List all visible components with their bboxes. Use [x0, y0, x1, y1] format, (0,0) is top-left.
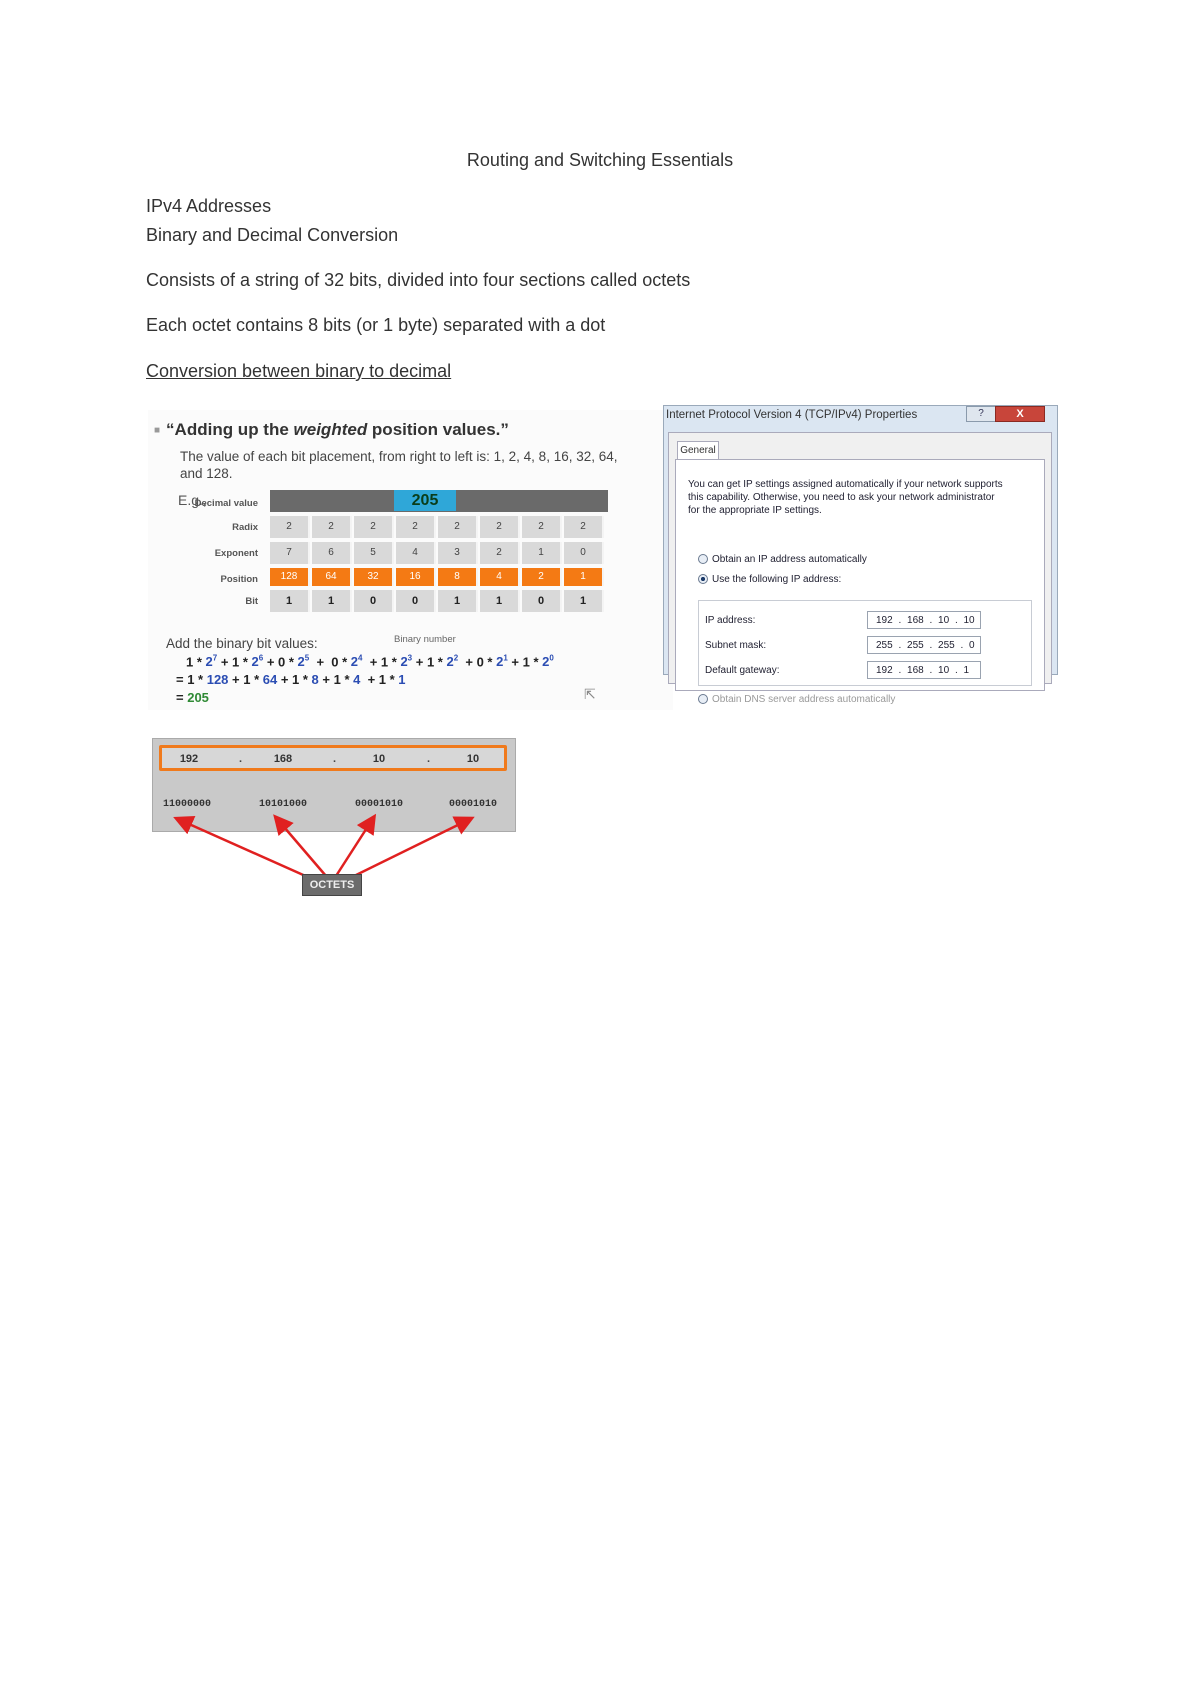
- decimal-value: 205: [394, 490, 456, 511]
- radix-cell: 2: [396, 516, 436, 538]
- ip-settings-group: [698, 600, 1032, 686]
- dialog-body: [668, 432, 1052, 705]
- octets-label: OCTETS: [302, 874, 362, 896]
- exponent-cell: 3: [438, 542, 478, 564]
- help-button[interactable]: ?: [966, 406, 996, 422]
- subnet-mask-field[interactable]: 255 . 255 . 255 . 0: [867, 636, 981, 654]
- bit-cell: 1: [312, 590, 352, 612]
- figure-title-start: “Adding up the: [166, 420, 294, 439]
- equation-line-3: = 205: [176, 690, 209, 705]
- row-label-exponent: Exponent: [214, 548, 258, 559]
- exponent-cell: 7: [270, 542, 310, 564]
- subnet-mask-label: Subnet mask:: [705, 640, 767, 651]
- paragraph-conversion-heading: Conversion between binary to decimal: [146, 361, 452, 381]
- octet-decimal-1: 192: [179, 753, 199, 765]
- dialog-title: Internet Protocol Version 4 (TCP/IPv4) Properties: [666, 409, 918, 421]
- bit-cell: 0: [522, 590, 562, 612]
- octet-dot-3: .: [427, 753, 431, 765]
- radio-dns-label: Obtain DNS server address automatically: [712, 694, 896, 705]
- figure-title-emphasis: weighted: [293, 420, 368, 439]
- row-label-radix: Radix: [232, 522, 258, 533]
- exponent-cell: 0: [564, 542, 604, 564]
- bit-cell: 1: [438, 590, 478, 612]
- position-cell: 2: [522, 568, 562, 586]
- dialog-description: You can get IP settings assigned automatically if your network supports this capability. Otherwise, you need to ask your network administrator for the appropriate IP settings.: [688, 479, 1003, 516]
- radix-cell: 2: [270, 516, 310, 538]
- arrow-to-octet-1: [180, 820, 310, 878]
- radix-cell: 2: [354, 516, 394, 538]
- ipv4-properties-dialog: [663, 405, 1058, 705]
- radio-obtain-automatically[interactable]: [698, 554, 867, 565]
- exponent-cell: 1: [522, 542, 562, 564]
- radix-cell: 2: [480, 516, 520, 538]
- document-title: Routing and Switching Essentials: [466, 150, 734, 170]
- exponent-cell: 4: [396, 542, 436, 564]
- row-label-position: Position: [220, 574, 258, 585]
- paragraph-octet-bits: Each octet contains 8 bits (or 1 byte) separated with a dot: [146, 315, 606, 335]
- figure-description: The value of each bit placement, from right to left is: 1, 2, 4, 8, 16, 32, 64, and 128.: [180, 449, 618, 481]
- position-cell: 32: [354, 568, 394, 586]
- binary-number-caption: Binary number: [394, 634, 456, 645]
- octet-binary-1: 11000000: [163, 799, 212, 810]
- radix-cell: 2: [312, 516, 352, 538]
- figure-title: [154, 420, 509, 440]
- radio-obtain-dns[interactable]: [698, 694, 895, 705]
- subheading-conversion: Binary and Decimal Conversion: [146, 225, 399, 245]
- octet-binary-3: 00001010: [355, 799, 404, 810]
- octet-binary-2: 10101000: [259, 799, 308, 810]
- radio-use-following[interactable]: [698, 574, 841, 585]
- position-cell: 64: [312, 568, 352, 586]
- exponent-cell: 6: [312, 542, 352, 564]
- position-cell: 4: [480, 568, 520, 586]
- bit-cell: 1: [564, 590, 604, 612]
- subheading-ipv4: IPv4 Addresses: [146, 196, 272, 216]
- octet-decimal-3: 10: [372, 753, 386, 765]
- radix-cell: 2: [522, 516, 562, 538]
- decimal-value-label: Decimal value: [194, 498, 258, 509]
- octet-decimal-2: 168: [273, 753, 293, 765]
- bit-cell: 1: [480, 590, 520, 612]
- paragraph-32-bits: Consists of a string of 32 bits, divided into four sections called octets: [146, 270, 691, 290]
- radio-selected-icon[interactable]: [698, 574, 708, 584]
- bit-cell: 1: [270, 590, 310, 612]
- position-cell: 16: [396, 568, 436, 586]
- equation-line-1: $1 * 2^7 + 1 * 2^6 + 0 * 2^5 + 0 * 2^4 + 1 * 2^3 + 1 * 2^2 + 0 * 2^1 + 1 * 2^0$: [186, 654, 554, 670]
- radio-unselected-icon[interactable]: [698, 554, 708, 564]
- tab-general[interactable]: General: [677, 441, 719, 460]
- exponent-cell: 5: [354, 542, 394, 564]
- radix-cell: 2: [438, 516, 478, 538]
- general-panel: [675, 459, 1045, 705]
- mouse-cursor-icon: ⇱: [584, 686, 596, 702]
- weighted-position-figure: [148, 410, 673, 710]
- ip-address-field[interactable]: 192 . 168 . 10 . 10: [867, 611, 981, 629]
- octet-dot-2: .: [333, 753, 337, 765]
- radio-obtain-label: Obtain an IP address automatically: [712, 554, 867, 565]
- default-gateway-field[interactable]: 192 . 168 . 10 . 1: [867, 661, 981, 679]
- equation-result: 205: [187, 690, 209, 705]
- octet-decimal-4: 10: [466, 753, 480, 765]
- figure-title-end: position values.”: [367, 420, 509, 439]
- close-button[interactable]: X: [995, 406, 1045, 422]
- octet-binary-4: 00001010: [449, 799, 498, 810]
- arrow-to-octet-3: [336, 820, 372, 876]
- bit-cell: 0: [396, 590, 436, 612]
- octets-figure: [150, 738, 516, 898]
- example-label: E.g.,: [178, 492, 207, 508]
- position-cell: 8: [438, 568, 478, 586]
- equation-line-2: = 1 * 128 + 1 * 64 + 1 * 8 + 1 * 4 + 1 * 1: [176, 672, 406, 687]
- add-values-label: Add the binary bit values:: [166, 636, 318, 651]
- octet-dot-1: .: [239, 753, 243, 765]
- bit-cell: 0: [354, 590, 394, 612]
- position-cell: 1: [564, 568, 604, 586]
- radio-use-label: Use the following IP address:: [712, 574, 842, 585]
- exponent-cell: 2: [480, 542, 520, 564]
- ip-address-label: IP address:: [705, 615, 756, 626]
- radio-dns-icon[interactable]: [698, 694, 708, 704]
- radix-cell: 2: [564, 516, 604, 538]
- bullet-icon: ■: [154, 425, 161, 437]
- row-label-bit: Bit: [245, 596, 258, 607]
- position-cell: 128: [270, 568, 310, 586]
- default-gateway-label: Default gateway:: [705, 665, 780, 676]
